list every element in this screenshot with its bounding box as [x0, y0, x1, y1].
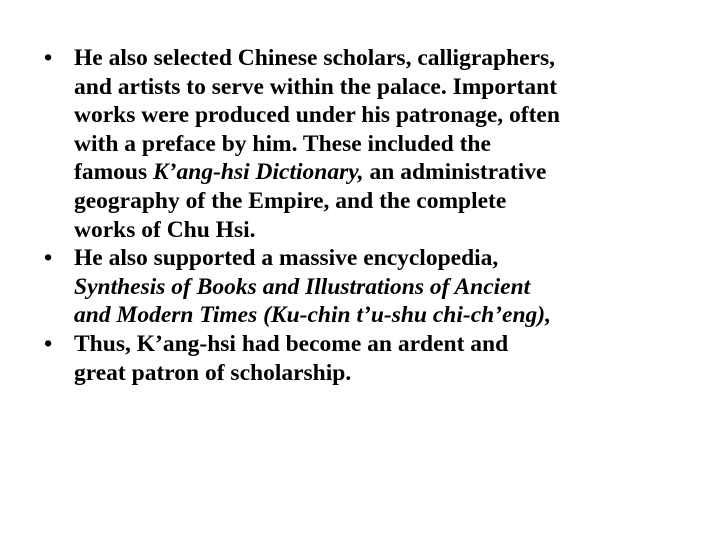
bullet-marker: •: [44, 330, 53, 357]
bullet-item: [0, 44, 720, 244]
bullet-line: works were produced under his patronage, often: [74, 102, 560, 129]
bullet-line: works of Chu Hsi.: [74, 216, 256, 243]
bullet-line: He also selected Chinese scholars, calligraphers,: [74, 45, 556, 71]
bullet-line: He also supported a massive encyclopedia,: [74, 245, 499, 272]
bullet-line: great patron of scholarship.: [74, 359, 352, 386]
bullet-item: [0, 330, 720, 387]
bullet-marker: •: [44, 245, 53, 272]
bullet-line: Thus, K’ang-hsi had become an ardent and: [74, 330, 509, 357]
bullet-item: [0, 244, 720, 330]
italic-title: Synthesis of Books and Illustrations of Ancient: [74, 273, 531, 300]
bullet-line: with a preface by him. These included the: [74, 130, 491, 157]
line-text: famous: [74, 159, 153, 186]
bullet-list: [0, 44, 720, 387]
italic-title: K’ang-hsi Dictionary,: [153, 159, 364, 186]
line-text: an administrative: [363, 159, 547, 186]
bullet-marker: •: [44, 45, 53, 71]
bullet-line: geography of the Empire, and the complete: [74, 187, 507, 214]
bullet-line: and artists to serve within the palace. Important: [74, 73, 558, 100]
bullet-line: [74, 158, 696, 187]
italic-title: and Modern Times (Ku-chin t’u-shu chi-ch’eng),: [74, 302, 552, 329]
